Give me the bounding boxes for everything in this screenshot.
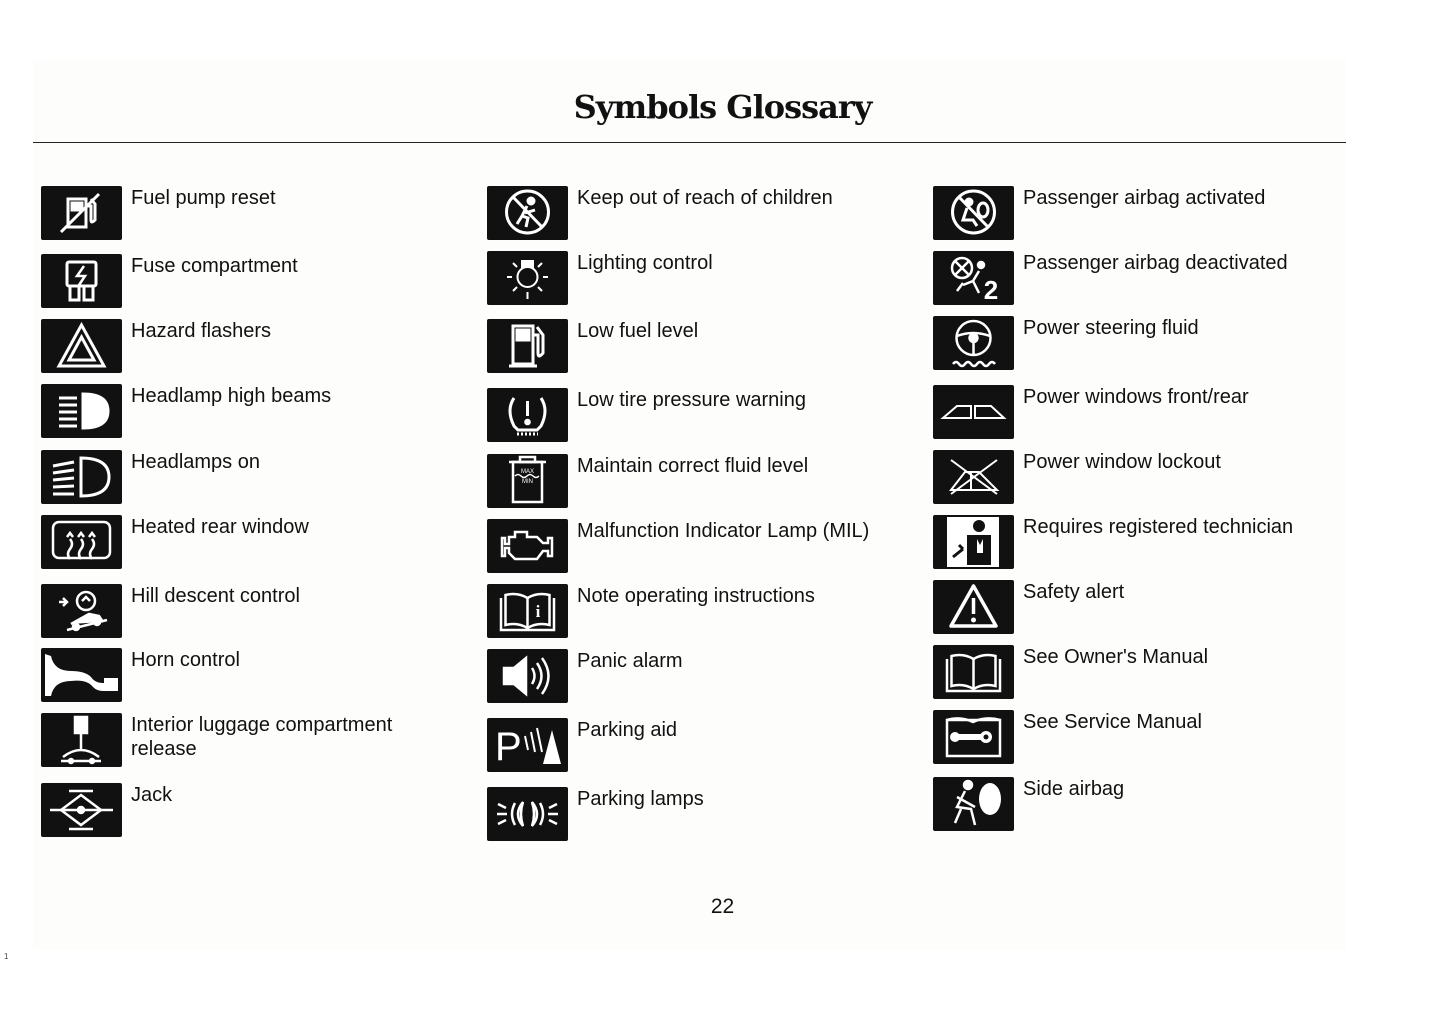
horn-icon xyxy=(41,648,122,702)
glossary-item xyxy=(933,645,1333,699)
glossary-label: Headlamps on xyxy=(131,451,260,473)
tire-pressure-icon xyxy=(487,388,568,442)
corner-mark: 1 xyxy=(4,952,9,961)
headlamp-icon xyxy=(41,450,122,504)
airbag-deactivated-icon xyxy=(933,251,1014,305)
glossary-label: Low fuel level xyxy=(577,320,699,342)
glossary-label: Hazard flashers xyxy=(131,320,272,342)
glossary-item xyxy=(41,450,431,504)
glossary-item xyxy=(41,186,431,240)
high-beam-icon xyxy=(41,384,122,438)
info-book-icon xyxy=(487,584,568,638)
page-title: Symbols Glossary xyxy=(573,88,872,126)
glossary-item xyxy=(41,515,431,569)
side-airbag-icon xyxy=(933,777,1014,831)
glossary-item xyxy=(487,454,907,508)
airbag-activated-icon xyxy=(933,186,1014,240)
glossary-item xyxy=(41,713,431,767)
glossary-label: Requires registered technician xyxy=(1023,516,1294,538)
glossary-item xyxy=(933,251,1333,305)
glossary-item xyxy=(487,584,907,638)
glossary-item xyxy=(933,580,1333,634)
glossary-label: Note operating instructions xyxy=(577,585,815,607)
glossary-label: Interior luggage compartment release xyxy=(131,714,393,760)
hill-descent-icon xyxy=(41,584,122,638)
glossary-item xyxy=(41,254,431,308)
rear-defrost-icon xyxy=(41,515,122,569)
fuel-pump-reset-icon xyxy=(41,186,122,240)
glossary-label: Maintain correct fluid level xyxy=(577,455,809,477)
speaker-icon xyxy=(487,649,568,703)
glossary-label: Fuel pump reset xyxy=(131,187,276,209)
glossary-item xyxy=(933,710,1333,764)
lighting-control-icon xyxy=(487,251,568,305)
jack-icon xyxy=(41,783,122,837)
fuse-icon xyxy=(41,254,122,308)
glossary-label: Passenger airbag activated xyxy=(1023,187,1266,209)
fuel-pump-icon xyxy=(487,319,568,373)
safety-alert-icon xyxy=(933,580,1014,634)
glossary-label: Hill descent control xyxy=(131,585,300,607)
svg-text:2: 2 xyxy=(983,275,999,305)
glossary-item xyxy=(487,319,907,373)
glossary-label: See Owner's Manual xyxy=(1023,646,1209,668)
glossary-item xyxy=(933,186,1333,240)
glossary-label: Parking aid xyxy=(577,719,678,741)
glossary-label: Safety alert xyxy=(1023,581,1125,603)
glossary-item xyxy=(41,648,431,702)
glossary-label: Jack xyxy=(131,784,173,806)
glossary-item xyxy=(933,316,1333,370)
glossary-item xyxy=(933,777,1333,831)
parking-lamps-icon xyxy=(487,787,568,841)
glossary-item xyxy=(487,649,907,703)
glossary-item xyxy=(487,787,907,841)
technician-icon xyxy=(933,515,1014,569)
glossary-item xyxy=(487,388,907,442)
glossary-item xyxy=(487,251,907,305)
glossary-label: Malfunction Indicator Lamp (MIL) xyxy=(577,520,870,542)
glossary-label: Fuse compartment xyxy=(131,255,298,277)
glossary-item xyxy=(487,186,907,240)
fluid-level-icon xyxy=(487,454,568,508)
glossary-item xyxy=(41,584,431,638)
glossary-label: Horn control xyxy=(131,649,240,671)
glossary-item xyxy=(41,384,431,438)
glossary-label: Power windows front/rear xyxy=(1023,386,1249,408)
page-number: 22 xyxy=(710,895,735,918)
trunk-release-icon xyxy=(41,713,122,767)
engine-icon xyxy=(487,519,568,573)
service-manual-icon xyxy=(933,710,1014,764)
owners-manual-icon xyxy=(933,645,1014,699)
hazard-triangle-icon xyxy=(41,319,122,373)
glossary-label: Passenger airbag deactivated xyxy=(1023,252,1288,274)
steering-wheel-icon xyxy=(933,316,1014,370)
glossary-label: Power window lockout xyxy=(1023,451,1221,473)
glossary-label: Lighting control xyxy=(577,252,713,274)
glossary-label: Headlamp high beams xyxy=(131,385,332,407)
glossary-label: Power steering fluid xyxy=(1023,317,1199,339)
glossary-label: See Service Manual xyxy=(1023,711,1202,733)
svg-text:MAX: MAX xyxy=(520,469,535,475)
glossary-label: Parking lamps xyxy=(577,788,704,810)
glossary-item xyxy=(933,385,1333,439)
glossary-label: Low tire pressure warning xyxy=(577,389,806,411)
window-lockout-icon xyxy=(933,450,1014,504)
glossary-label: Heated rear window xyxy=(131,516,309,538)
glossary-item xyxy=(487,718,907,772)
power-windows-icon xyxy=(933,385,1014,439)
no-children-icon xyxy=(487,186,568,240)
glossary-label: Side airbag xyxy=(1023,778,1125,800)
glossary-item xyxy=(487,519,907,573)
glossary-label: Panic alarm xyxy=(577,650,683,672)
parking-aid-icon xyxy=(487,718,568,772)
title-divider xyxy=(33,142,1346,143)
glossary-item xyxy=(41,783,431,837)
svg-text:i: i xyxy=(535,602,541,621)
glossary-item xyxy=(933,450,1333,504)
glossary-label: Keep out of reach of children xyxy=(577,187,833,209)
glossary-item xyxy=(41,319,431,373)
glossary-item xyxy=(933,515,1333,569)
svg-text:MIN: MIN xyxy=(522,479,533,485)
svg-text:P: P xyxy=(495,725,522,769)
